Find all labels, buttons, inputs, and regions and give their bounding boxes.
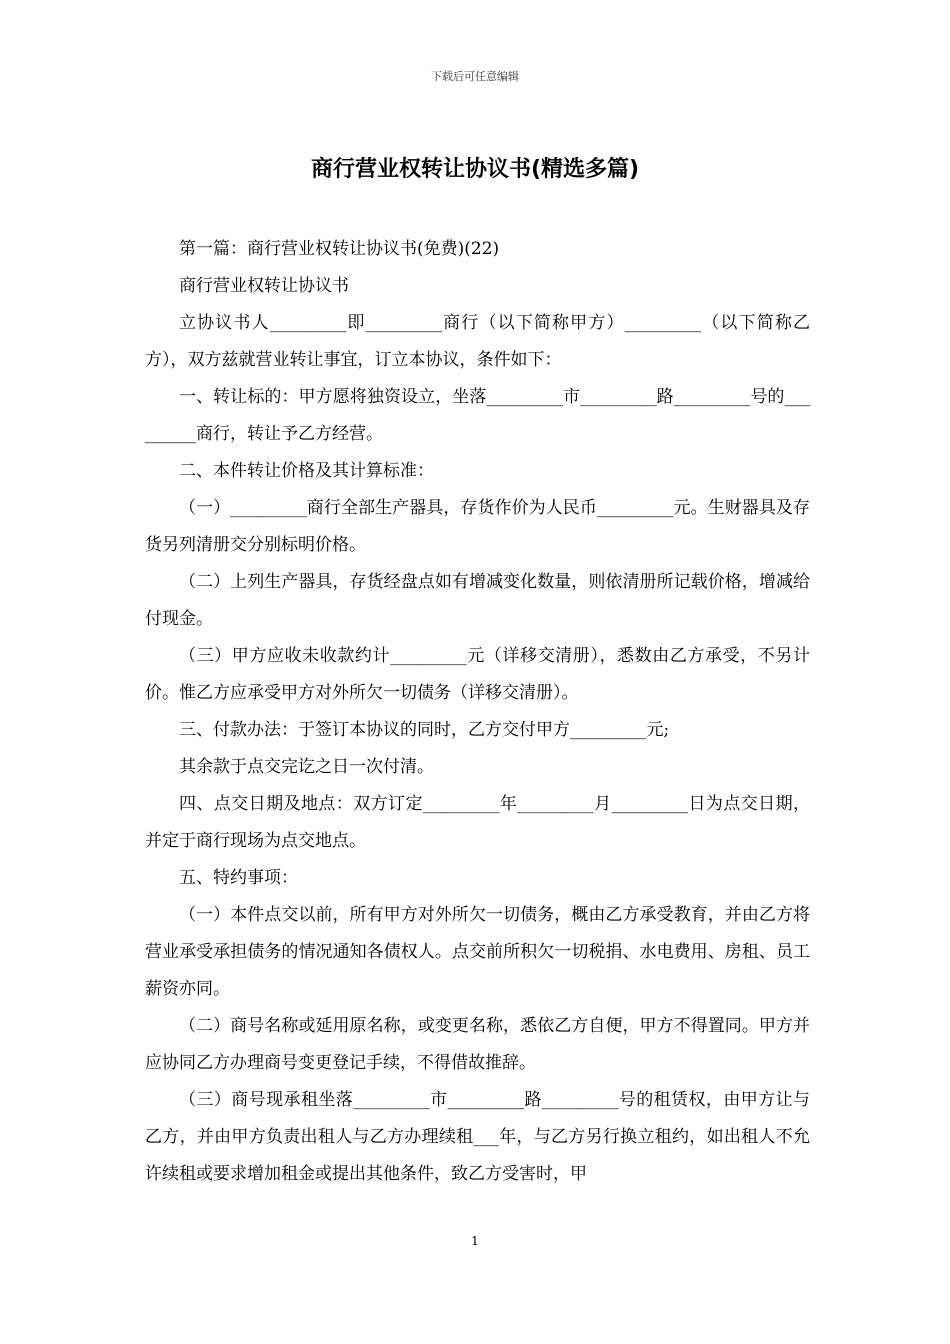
document-body [145,231,810,1193]
paragraph-parties: 立协议书人_________即_________商行（以下简称甲方）_________（以下简称乙方），双方兹就营业转让事宜，订立本协议，条件如下： [145,313,810,370]
page-number: 1 [471,1234,479,1248]
paragraph-clause-2-1: （一）_________商行全部生产器具，存货作价为人民币_________元。生财器具及存货另列清册交分别标明价格。 [145,498,810,555]
paragraph-clause-3: 三、付款办法：于签订本协议的同时，乙方交付甲方_________元; [179,720,670,740]
paragraph-clause-2-2: （二）上列生产器具，存货经盘点如有增减变化数量，则依清册所记载价格，增减给付现金。 [145,572,810,629]
paragraph-clause-5-1: （一）本件点交以前，所有甲方对外所欠一切债务，概由乙方承受教育，并由乙方将营业承受承担债务的情况通知各债权人。点交前所积欠一切税捐、水电费用、房租、员工薪资亦同。 [145,905,810,999]
header-note: 下载后可任意编辑 [431,70,519,83]
paragraph-clause-3-remainder: 其余款于点交完讫之日一次付清。 [179,757,434,777]
paragraph-clause-2: 二、本件转让价格及其计算标准： [179,461,434,481]
document-title: 商行营业权转让协议书(精选多篇) [310,157,640,182]
paragraph-clause-4: 四、点交日期及地点：双方订定_________年_________月_________日为点交日期，并定于商行现场为点交地点。 [145,794,810,851]
paragraph-clause-5: 五、特约事项： [179,868,298,888]
paragraph-subtitle: 商行营业权转让协议书 [179,276,349,296]
paragraph-clause-2-3: （三）甲方应收未收款约计_________元（详移交清册），悉数由乙方承受，不另计价。惟乙方应承受甲方对外所欠一切债务（详移交清册）。 [145,646,810,703]
paragraph-section-heading: 第一篇：商行营业权转让协议书(免费)(22) [179,239,500,259]
paragraph-clause-1: 一、转让标的：甲方愿将独资设立，坐落_________市_________路_________号的_________商行，转让予乙方经营。 [145,387,810,444]
paragraph-clause-5-3: （三）商号现承租坐落_________市_________路_________号的租赁权，由甲方让与乙方，并由甲方负责出租人与乙方办理续租___年，与乙方另行换立租约，如出租人不允许续租或要求增加租金或提出其他条件，致乙方受害时，甲 [145,1090,810,1184]
paragraph-clause-5-2: （二）商号名称或延用原名称，或变更名称，悉依乙方自便，甲方不得置同。甲方并应协同乙方办理商号变更登记手续，不得借故推辞。 [145,1016,810,1073]
